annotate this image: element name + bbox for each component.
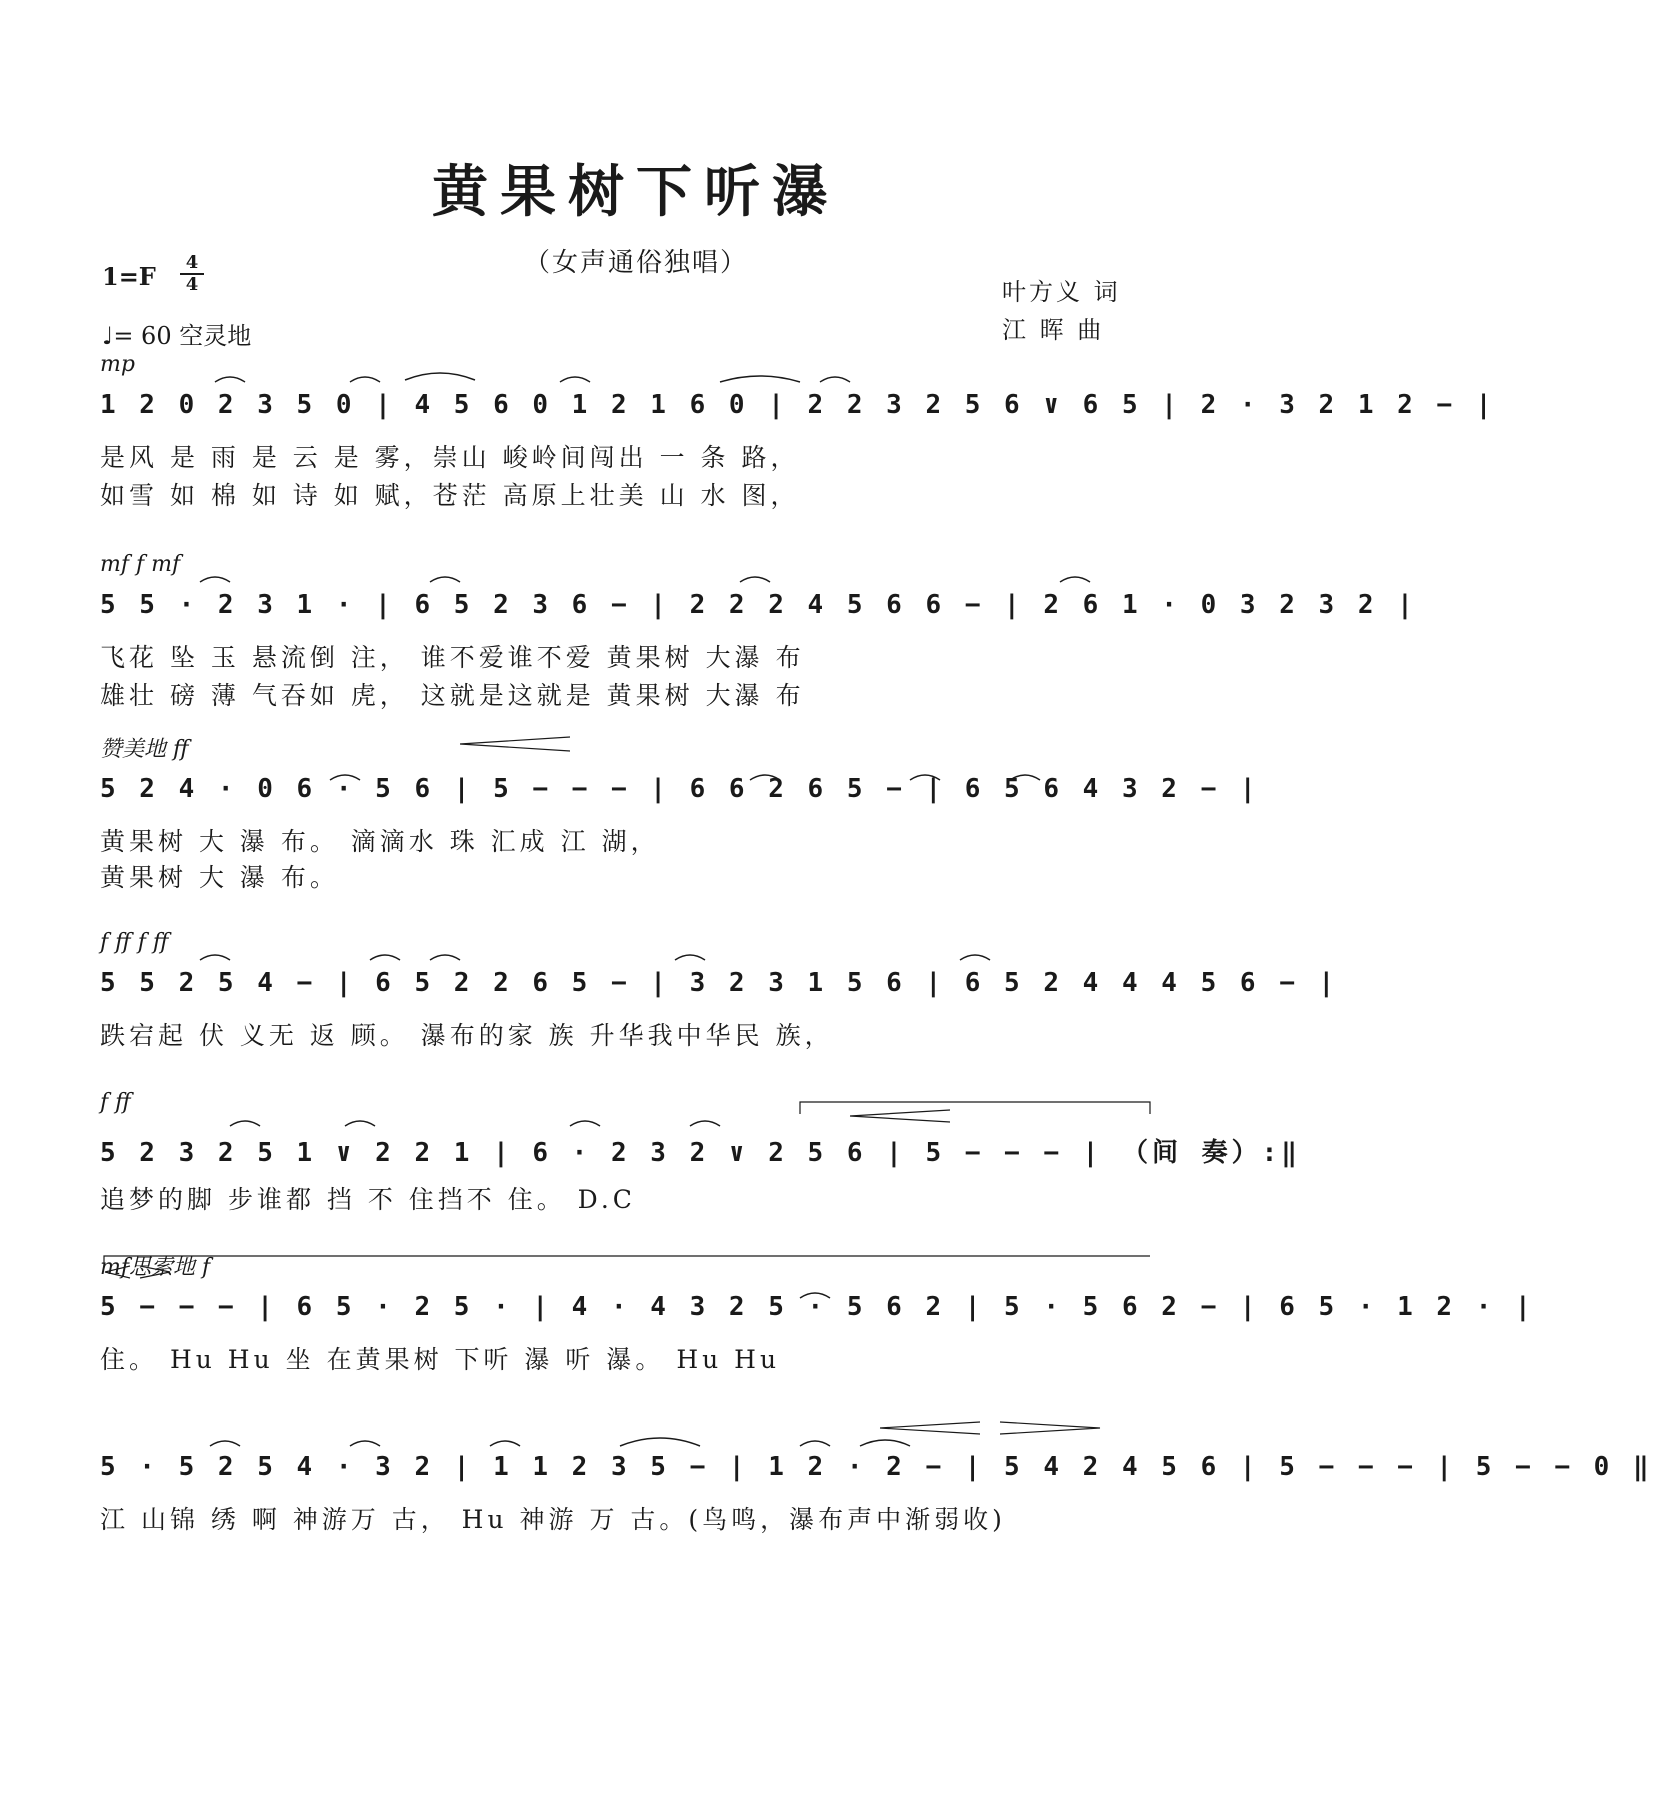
- score-system-1: [100, 352, 1496, 510]
- lyrics-verse-1: 住。 Hu Hu 坐 在黄果树 下听 瀑 听 瀑。 Hu Hu: [100, 1345, 781, 1374]
- numbered-notes: 5 2 4 · 0 6 · 5 6 | 5 − − − | 6 6 2 6 5 − | 6 5 6 4 3 2 − |: [100, 774, 1260, 804]
- dynamics-line: mp: [100, 352, 135, 377]
- dynamics-line: f ff f ff: [100, 930, 169, 955]
- lyrics-verse-1: 是风 是 雨 是 云 是 雾，崇山 峻岭间闯出 一 条 路，: [100, 443, 800, 472]
- numbered-notes: 5 − − − | 6 5 · 2 5 · | 4 · 4 3 2 5 · 5 6 2 | 5 · 5 6 2 − | 6 5 · 1 2 · |: [100, 1292, 1535, 1322]
- composer-credit: 江 晖 曲: [1002, 316, 1105, 344]
- dynamics-line: mf思索地 f: [100, 1255, 211, 1280]
- score-system-4: [100, 930, 1339, 1050]
- score-system-5: [100, 1090, 1301, 1214]
- tempo-marking: ♩= 60 空灵地: [102, 322, 252, 350]
- numbered-notes: 5 2 3 2 5 1 ∨ 2 2 1 | 6 · 2 3 2 ∨ 2 5 6 | 5 − − − | （间 奏）:‖: [100, 1138, 1301, 1168]
- lyrics-verse-2: 雄壮 磅 薄 气吞如 虎， 这就是这就是 黄果树 大瀑 布: [100, 681, 805, 710]
- score-system-6: [100, 1250, 1535, 1374]
- lyrics-verse-1: 黄果树 大 瀑 布。 滴滴水 珠 汇成 江 湖，: [100, 827, 660, 856]
- lyrics-verse-2: 黄果树 大 瀑 布。: [100, 863, 339, 892]
- numbered-notes: 5 5 · 2 3 1 · | 6 5 2 3 6 − | 2 2 2 4 5 6 6 − | 2 6 1 · 0 3 2 3 2 |: [100, 590, 1417, 620]
- song-subtitle: （女声通俗独唱）: [523, 248, 748, 278]
- score-system-3: [100, 732, 1260, 892]
- song-title: 黄果树下听瀑: [432, 160, 840, 225]
- time-sig-bottom: 4: [185, 274, 199, 295]
- dynamics-line: f ff: [100, 1090, 131, 1115]
- score-system-7: [100, 1410, 1653, 1534]
- time-signature: [180, 254, 204, 294]
- numbered-notes: 1 2 0 2 3 5 0 | 4 5 6 0 1 2 1 6 0 | 2 2 3 2 5 6 ∨ 6 5 | 2 · 3 2 1 2 − |: [100, 390, 1496, 420]
- dynamics-line: mf f mf: [100, 552, 181, 577]
- key-signature: 1=F: [102, 262, 156, 291]
- dynamics-line: 赞美地 ff: [100, 737, 189, 762]
- score-system-2: [100, 552, 1417, 710]
- lyrics-verse-1: 飞花 坠 玉 悬流倒 注， 谁不爱谁不爱 黄果树 大瀑 布: [100, 643, 805, 672]
- lyrics-verse-1: 江 山锦 绣 啊 神游万 古， Hu 神游 万 古。(鸟鸣，瀑布声中渐弱收): [100, 1505, 1006, 1534]
- lyrics-verse-2: 如雪 如 棉 如 诗 如 赋，苍茫 高原上壮美 山 水 图，: [100, 481, 800, 510]
- time-sig-top: 4: [185, 252, 199, 273]
- lyrics-verse-1: 跌宕起 伏 义无 返 顾。 瀑布的家 族 升华我中华民 族，: [100, 1021, 834, 1050]
- numbered-notes: 5 · 5 2 5 4 · 3 2 | 1 1 2 3 5 − | 1 2 · 2 − | 5 4 2 4 5 6 | 5 − − − | 5 − − 0 ‖: [100, 1452, 1653, 1482]
- numbered-notes: 5 5 2 5 4 − | 6 5 2 2 6 5 − | 3 2 3 1 5 6 | 6 5 2 4 4 4 5 6 − |: [100, 968, 1339, 998]
- lyricist-credit: 叶方义 词: [1002, 278, 1121, 306]
- lyrics-verse-1: 追梦的脚 步谁都 挡 不 住挡不 住。 D.C: [100, 1185, 636, 1214]
